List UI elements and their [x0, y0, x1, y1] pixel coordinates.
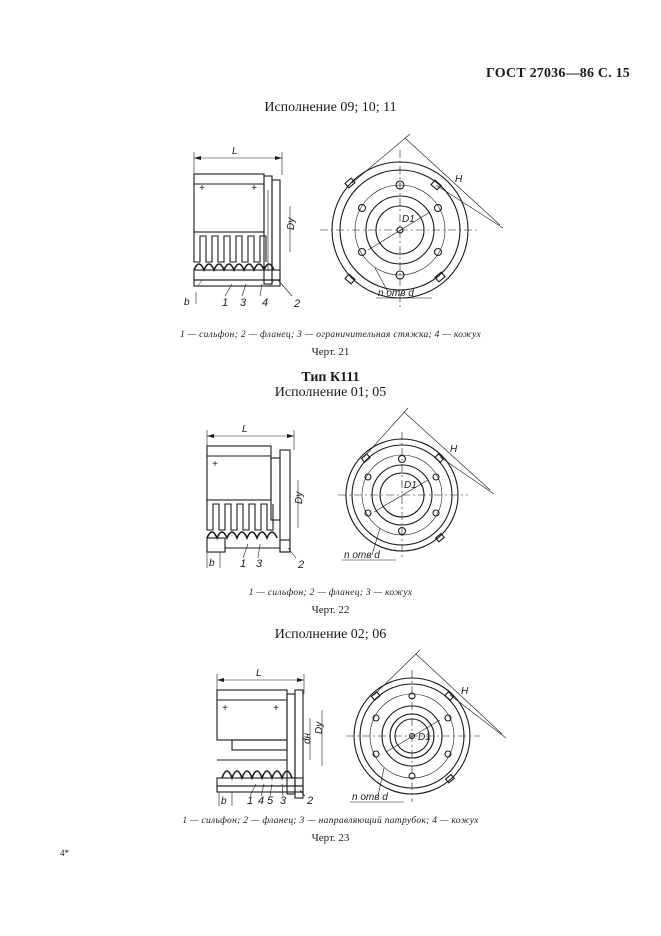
fig21-side-view	[184, 146, 300, 310]
fig21-D1-label: D1	[402, 214, 415, 225]
fig23-L-label: L	[256, 668, 262, 679]
fig23-num-1: 1	[247, 795, 254, 807]
fig21-num-3: 3	[240, 297, 247, 309]
section-2-figure-number: Черт. 22	[311, 604, 350, 616]
fig23-D1-label: D1	[418, 732, 431, 743]
section-3-caption: 1 — сильфон; 2 — фланец; 3 — направляющий патрубок; 4 — кожух	[182, 816, 479, 826]
fig21-H-label: H	[455, 174, 463, 185]
fig23-side-view	[217, 668, 325, 807]
fig22-num-1: 1	[240, 558, 247, 570]
fig21-b-label: b	[184, 297, 190, 308]
fig23-holes-label: n отв d	[352, 792, 388, 803]
fig23-num-2: 2	[307, 795, 314, 807]
section-1-figure-number: Черт. 21	[311, 346, 350, 358]
svg-text:+: +	[222, 703, 228, 714]
svg-text:+: +	[273, 703, 279, 714]
fig22-front-view	[338, 408, 494, 561]
fig21-num-1: 1	[222, 297, 229, 309]
fig23-num-4: 4	[258, 795, 265, 807]
section-3-title: Исполнение 02; 06	[274, 627, 387, 642]
fig22-holes-label: n отв d	[344, 550, 380, 561]
page-header: ГОСТ 27036—86 С. 15	[486, 66, 630, 81]
fig23-H-label: H	[461, 686, 469, 697]
section-1-title: Исполнение 09; 10; 11	[264, 100, 397, 115]
fig22-num-2: 2	[298, 559, 305, 571]
svg-text:+: +	[251, 183, 257, 194]
svg-text:+: +	[199, 183, 205, 194]
fig23-num-5: 5	[267, 795, 274, 807]
section-2-type-title: Тип К111	[301, 370, 360, 385]
fig21-Dy-label: Dу	[286, 217, 297, 230]
fig22-Dy-label: Dу	[294, 491, 305, 504]
fig21-num-2: 2	[294, 298, 301, 310]
fig21-num-4: 4	[262, 297, 269, 309]
fig23-num-3: 3	[280, 795, 287, 807]
section-1-caption: 1 — сильфон; 2 — фланец; 3 — ограничительная стяжка; 4 — кожух	[179, 330, 482, 340]
fig21-holes-label: n отв d	[378, 288, 414, 299]
fig23-Dy-label: Dу	[314, 721, 325, 734]
fig23-front-view	[346, 650, 506, 803]
fig22-D1-label: D1	[404, 480, 417, 491]
fig22-num-3: 3	[256, 558, 263, 570]
svg-text:+: +	[212, 459, 218, 470]
fig21-front-view	[320, 134, 503, 310]
section-3-figure-number: Черт. 23	[311, 832, 350, 844]
page-footer-mark: 4*	[60, 848, 69, 858]
section-2-caption: 1 — сильфон; 2 — фланец; 3 — кожух	[248, 588, 413, 598]
fig22-H-label: H	[450, 444, 458, 455]
fig22-side-view	[207, 424, 305, 571]
section-2-title: Исполнение 01; 05	[274, 385, 387, 400]
fig21-L-label: L	[232, 146, 238, 157]
fig23-b-label: b	[221, 796, 227, 807]
fig23-dn-label: dн	[302, 732, 313, 744]
fig22-L-label: L	[242, 424, 248, 435]
fig22-b-label: b	[209, 558, 215, 569]
